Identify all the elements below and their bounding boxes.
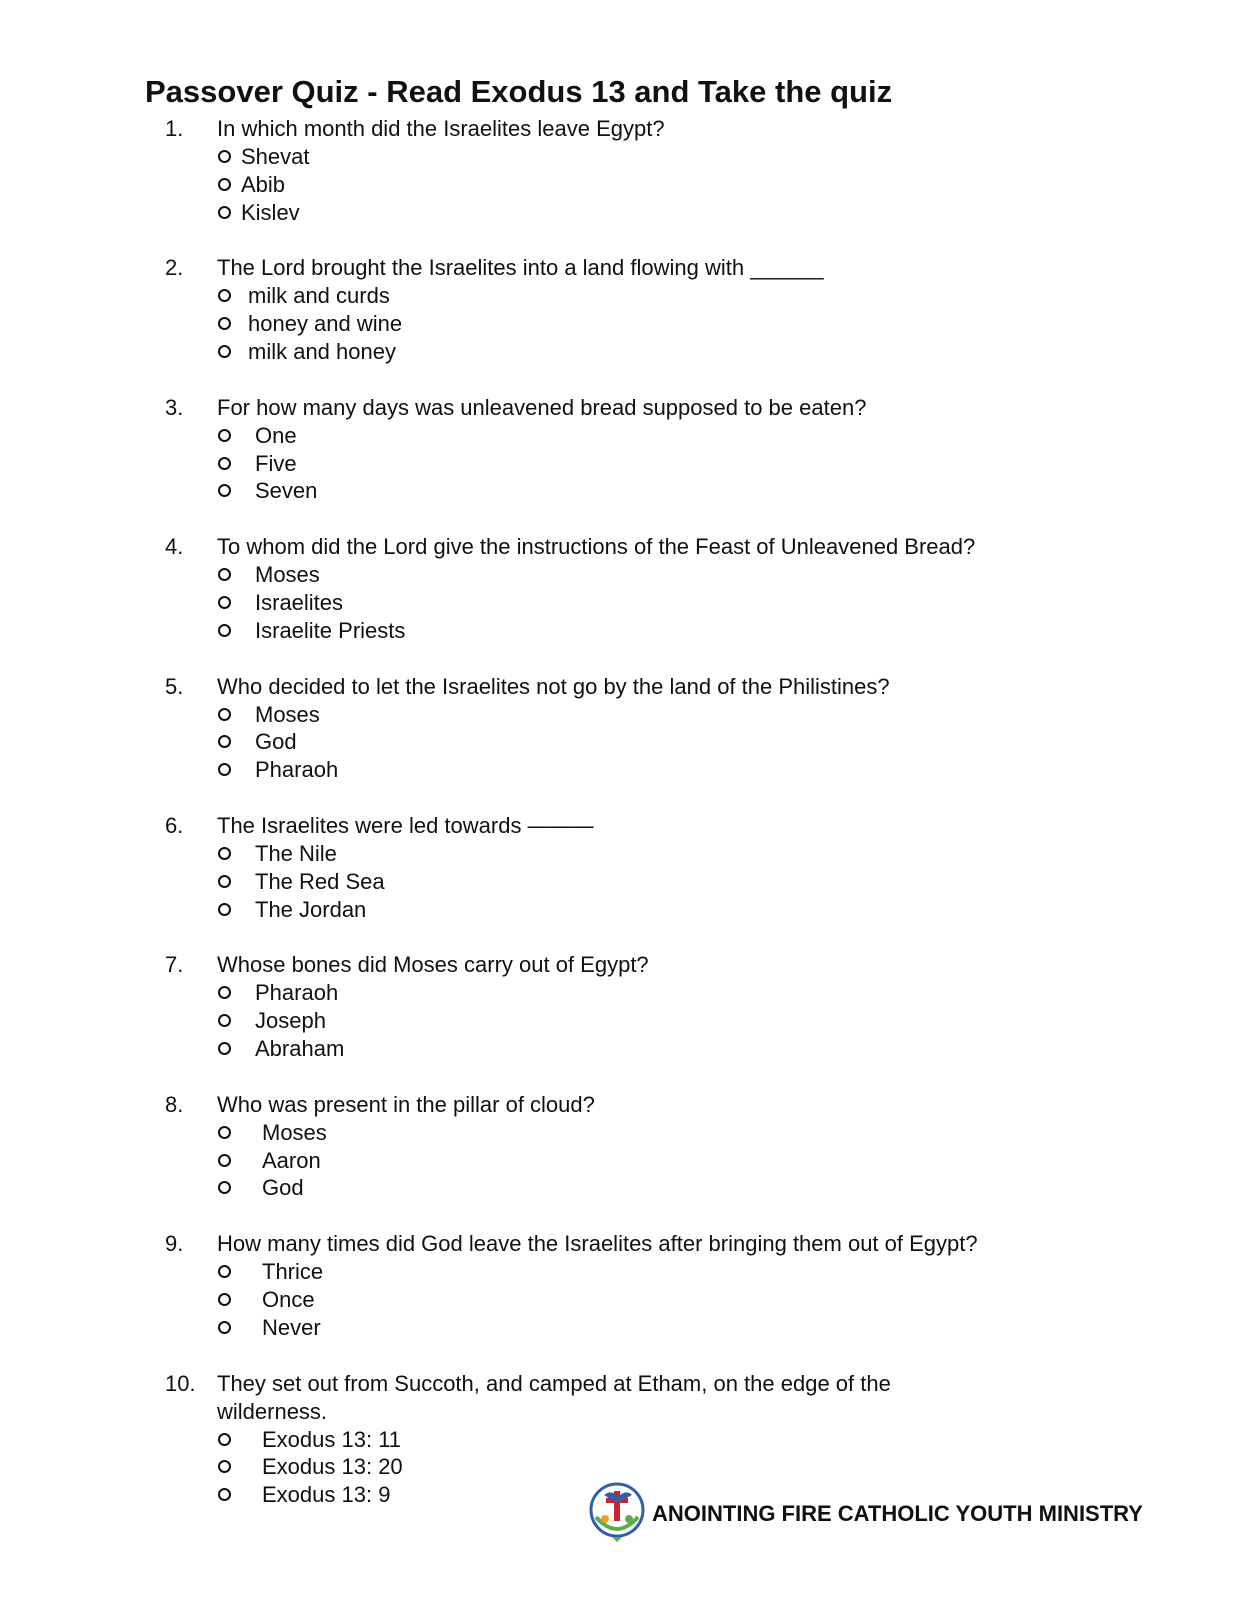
option-label: Abraham [255,1035,345,1061]
option-label: God [262,1175,304,1201]
option [0,561,1236,589]
radio-button[interactable] [218,1042,231,1055]
option-label: Once [262,1286,315,1312]
option-label: Thrice [262,1259,324,1285]
question-number: 4. [165,534,184,560]
option-label: Aaron [262,1147,321,1173]
radio-button[interactable] [218,1321,231,1334]
option [0,896,1236,924]
radio-button[interactable] [218,289,231,302]
question-9 [0,1230,1236,1341]
option-label: The Red Sea [255,868,385,894]
radio-button[interactable] [218,1154,231,1167]
option [0,1119,1236,1147]
quiz-list [0,115,1236,1537]
option-list [0,422,1236,505]
radio-button[interactable] [218,206,231,219]
radio-button[interactable] [218,624,231,637]
question-number: 10. [165,1370,196,1396]
radio-button[interactable] [218,596,231,609]
option [0,979,1236,1007]
org-name: ANOINTING FIRE CATHOLIC YOUTH MINISTRY [652,1501,1143,1526]
option-label: The Nile [255,840,337,866]
radio-button[interactable] [218,735,231,748]
question-text: The Israelites were led towards ——— [217,812,594,838]
option-label: God [255,729,297,755]
option [0,589,1236,617]
option [0,868,1236,896]
dove-cross-logo-icon [588,1481,646,1543]
option [0,840,1236,868]
question-7 [0,951,1236,1062]
radio-button[interactable] [218,457,231,470]
radio-button[interactable] [218,150,231,163]
radio-button[interactable] [218,317,231,330]
question-8 [0,1091,1236,1202]
option-label: Israelites [255,589,344,615]
option [0,450,1236,478]
option-label: Exodus 13: 9 [262,1482,391,1508]
question-number: 6. [165,812,184,838]
option [0,422,1236,450]
option [0,1286,1236,1314]
option-label: Shevat [241,144,310,169]
option-label: Seven [255,478,318,504]
radio-button[interactable] [218,1265,231,1278]
radio-button[interactable] [218,1460,231,1473]
option-label: The Jordan [255,896,367,922]
option-label: Exodus 13: 20 [262,1454,403,1480]
option [0,1453,1236,1481]
question-text: In which month did the Israelites leave Egypt? [217,116,665,141]
footer [588,1481,1188,1549]
question-3 [0,394,1236,505]
radio-button[interactable] [218,1433,231,1446]
radio-button[interactable] [218,903,231,916]
option-label: Joseph [255,1008,326,1034]
option-label: Kislev [241,199,300,225]
question-text: Who decided to let the Israelites not go by the land of the Philistines? [217,673,890,699]
question-number: 3. [165,394,184,420]
option [0,1426,1236,1454]
radio-button[interactable] [218,178,231,191]
option [0,728,1236,756]
option-label: Pharaoh [255,980,339,1006]
option [0,1007,1236,1035]
radio-button[interactable] [218,568,231,581]
question-text: The Lord brought the Israelites into a land flowing with ______ [217,255,824,281]
radio-button[interactable] [218,1126,231,1139]
option-label: Moses [262,1119,327,1145]
option [0,199,1236,227]
question-number: 8. [165,1091,184,1117]
question-text: To whom did the Lord give the instructions of the Feast of Unleavened Bread? [217,534,976,560]
option [0,1314,1236,1342]
option [0,282,1236,310]
option-label: milk and curds [248,283,390,309]
question-text: Who was present in the pillar of cloud? [217,1091,595,1117]
option [0,701,1236,729]
option [0,171,1236,199]
radio-button[interactable] [218,986,231,999]
question-number: 1. [165,116,184,141]
question-number: 5. [165,673,184,699]
option [0,310,1236,338]
option-label: Moses [255,701,320,727]
option-label: honey and wine [248,311,403,337]
option [0,756,1236,784]
option [0,1258,1236,1286]
option-list [0,979,1236,1062]
question-number: 2. [165,255,184,281]
option-list [0,701,1236,784]
page-title: Passover Quiz - Read Exodus 13 and Take the quiz [145,74,893,109]
question-number: 7. [165,952,184,978]
option-list [0,1258,1236,1341]
option-label: Five [255,450,297,476]
radio-button[interactable] [218,484,231,497]
option-list [0,561,1236,644]
radio-button[interactable] [218,1488,231,1501]
question-text: Whose bones did Moses carry out of Egypt? [217,952,649,978]
radio-button[interactable] [218,847,231,860]
option [0,338,1236,366]
radio-button[interactable] [218,708,231,721]
option-list [0,282,1236,365]
option-list [0,143,1236,226]
question-4 [0,533,1236,644]
option-label: Pharaoh [255,757,339,783]
option-label: Exodus 13: 11 [262,1426,402,1452]
option [0,1035,1236,1063]
option [0,143,1236,171]
radio-button[interactable] [218,429,231,442]
radio-button[interactable] [218,1181,231,1194]
option-label: Abib [241,171,286,197]
question-text: For how many days was unleavened bread supposed to be eaten? [217,394,867,420]
option [0,1174,1236,1202]
option-label: Moses [255,562,320,588]
question-2 [0,254,1236,365]
option-label: Israelite Priests [255,617,406,643]
radio-button[interactable] [218,1293,231,1306]
option-list [0,840,1236,923]
radio-button[interactable] [218,1014,231,1027]
radio-button[interactable] [218,763,231,776]
option [0,617,1236,645]
option-list [0,1119,1236,1202]
question-6 [0,812,1236,923]
question-5 [0,673,1236,784]
option [0,477,1236,505]
option-label: milk and honey [248,338,396,364]
question-number: 9. [165,1231,184,1257]
option-label: One [255,422,297,448]
question-text: How many times did God leave the Israelites after bringing them out of Egypt? [217,1231,978,1257]
radio-button[interactable] [218,345,231,358]
option-label: Never [262,1314,321,1340]
option [0,1147,1236,1175]
radio-button[interactable] [218,875,231,888]
question-text: They set out from Succoth, and camped at Etham, on the edge of the wilderness. [217,1370,891,1424]
question-1 [0,115,1236,226]
